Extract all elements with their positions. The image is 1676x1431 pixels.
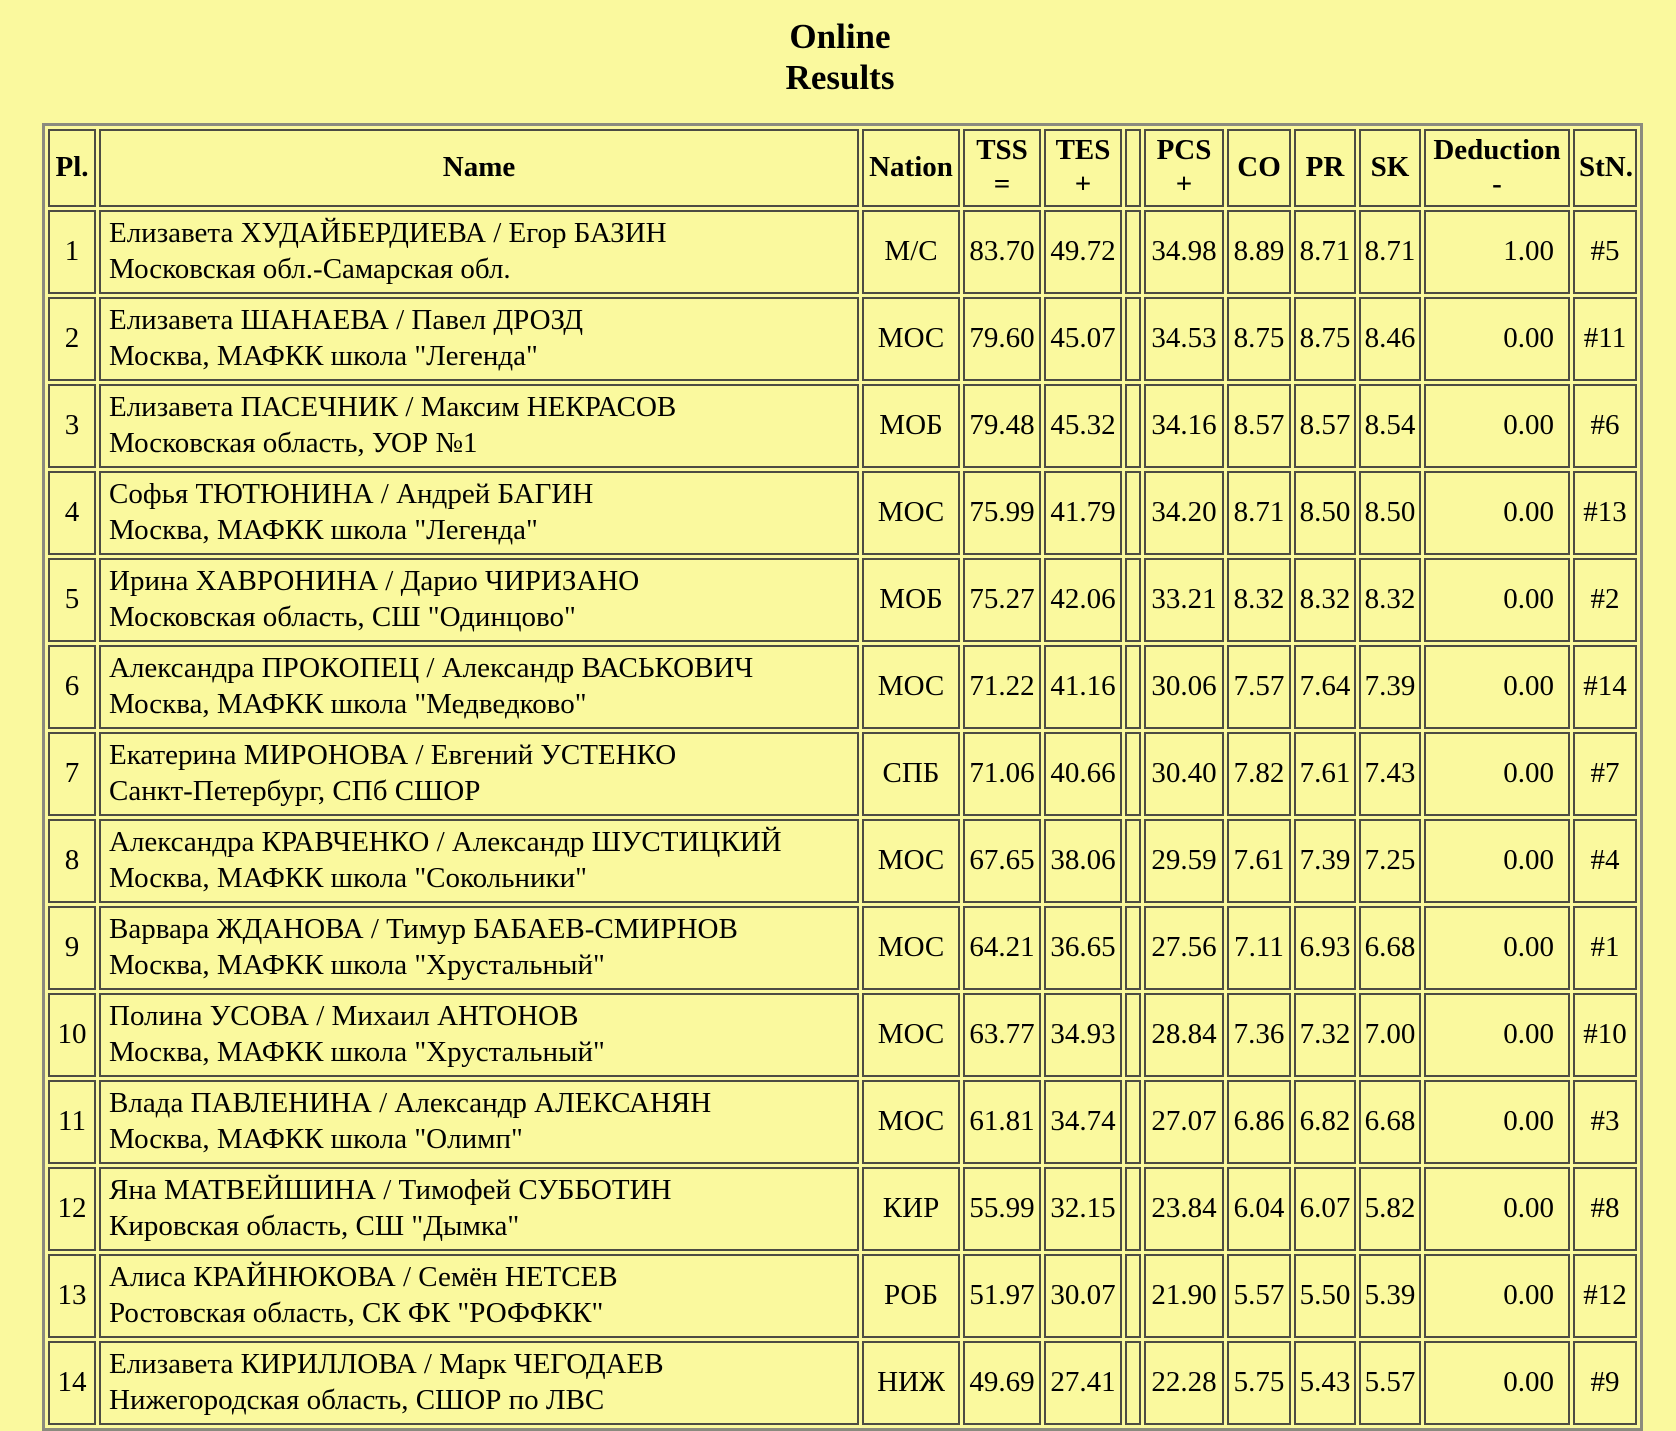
table-row bbox=[48, 1080, 1637, 1164]
sk-cell: 5.82 bbox=[1359, 1167, 1421, 1251]
club-region: Москва, МАФКК школа "Легенда" bbox=[109, 513, 538, 546]
club-region: Санкт-Петербург, СПб СШОР bbox=[109, 774, 481, 807]
pcs-cell: 29.59 bbox=[1144, 819, 1224, 903]
sk-cell: 8.50 bbox=[1359, 471, 1421, 555]
spacer-cell bbox=[1125, 471, 1141, 555]
tes-cell: 45.32 bbox=[1044, 384, 1122, 468]
tes-cell: 34.93 bbox=[1044, 993, 1122, 1077]
page-title-line-2: Results bbox=[785, 58, 895, 98]
pr-cell: 6.82 bbox=[1294, 1080, 1356, 1164]
nation-cell: НИЖ bbox=[862, 1341, 960, 1425]
pcs-cell: 27.07 bbox=[1144, 1080, 1224, 1164]
place-cell: 6 bbox=[48, 645, 96, 729]
club-region: Кировская область, СШ "Дымка" bbox=[109, 1209, 520, 1242]
sk-cell: 7.00 bbox=[1359, 993, 1421, 1077]
tss-cell: 79.48 bbox=[963, 384, 1041, 468]
co-cell: 7.36 bbox=[1227, 993, 1291, 1077]
column-header-tss-sign: = bbox=[993, 167, 1011, 200]
tes-cell: 30.07 bbox=[1044, 1254, 1122, 1338]
deduction-cell: 0.00 bbox=[1424, 297, 1570, 381]
spacer-cell bbox=[1125, 1341, 1141, 1425]
nation-cell: МОБ bbox=[862, 558, 960, 642]
nation-cell: МОС bbox=[862, 297, 960, 381]
place-cell: 10 bbox=[48, 993, 96, 1077]
stn-cell: #10 bbox=[1573, 993, 1637, 1077]
place-cell: 3 bbox=[48, 384, 96, 468]
column-header-tss-label: TSS bbox=[976, 134, 1028, 167]
name-cell bbox=[99, 558, 859, 642]
column-header-name: Name bbox=[99, 129, 859, 207]
sk-cell: 8.71 bbox=[1359, 210, 1421, 294]
results-table bbox=[42, 123, 1643, 1431]
tes-cell: 41.16 bbox=[1044, 645, 1122, 729]
tss-cell: 75.99 bbox=[963, 471, 1041, 555]
skater-names: Александра ПРОКОПЕЦ / Александр ВАСЬКОВИЧ bbox=[109, 652, 754, 685]
tss-cell: 51.97 bbox=[963, 1254, 1041, 1338]
pr-cell: 6.93 bbox=[1294, 906, 1356, 990]
deduction-cell: 0.00 bbox=[1424, 558, 1570, 642]
skater-names: Александра КРАВЧЕНКО / Александр ШУСТИЦКИЙ bbox=[109, 826, 782, 859]
tes-cell: 34.74 bbox=[1044, 1080, 1122, 1164]
column-header-deduction-sign: - bbox=[1492, 167, 1502, 200]
place-cell: 5 bbox=[48, 558, 96, 642]
spacer-cell bbox=[1125, 906, 1141, 990]
nation-cell: МОС bbox=[862, 993, 960, 1077]
name-cell bbox=[99, 1167, 859, 1251]
skater-names: Елизавета ХУДАЙБЕРДИЕВА / Егор БАЗИН bbox=[109, 217, 667, 250]
column-header-stn: StN. bbox=[1573, 129, 1637, 207]
name-cell bbox=[99, 993, 859, 1077]
deduction-cell: 0.00 bbox=[1424, 1254, 1570, 1338]
nation-cell: МОС bbox=[862, 1080, 960, 1164]
column-header-spacer bbox=[1125, 129, 1141, 207]
deduction-cell: 0.00 bbox=[1424, 1167, 1570, 1251]
table-row bbox=[48, 471, 1637, 555]
name-cell bbox=[99, 471, 859, 555]
pr-cell: 7.39 bbox=[1294, 819, 1356, 903]
name-cell bbox=[99, 819, 859, 903]
stn-cell: #11 bbox=[1573, 297, 1637, 381]
stn-cell: #13 bbox=[1573, 471, 1637, 555]
pcs-cell: 21.90 bbox=[1144, 1254, 1224, 1338]
pr-cell: 7.61 bbox=[1294, 732, 1356, 816]
name-cell bbox=[99, 645, 859, 729]
deduction-cell: 0.00 bbox=[1424, 471, 1570, 555]
column-header-nation: Nation bbox=[862, 129, 960, 207]
pr-cell: 8.50 bbox=[1294, 471, 1356, 555]
spacer-cell bbox=[1125, 1080, 1141, 1164]
place-cell: 1 bbox=[48, 210, 96, 294]
pcs-cell: 30.40 bbox=[1144, 732, 1224, 816]
club-region: Московская область, СШ "Одинцово" bbox=[109, 600, 576, 633]
spacer-cell bbox=[1125, 558, 1141, 642]
results-page bbox=[42, 0, 1638, 1431]
tes-cell: 32.15 bbox=[1044, 1167, 1122, 1251]
column-header-deduction-label: Deduction bbox=[1433, 134, 1561, 167]
nation-cell: М/С bbox=[862, 210, 960, 294]
name-cell bbox=[99, 1254, 859, 1338]
pr-cell: 5.43 bbox=[1294, 1341, 1356, 1425]
tss-cell: 71.22 bbox=[963, 645, 1041, 729]
club-region: Москва, МАФКК школа "Легенда" bbox=[109, 339, 538, 372]
place-cell: 2 bbox=[48, 297, 96, 381]
co-cell: 6.04 bbox=[1227, 1167, 1291, 1251]
tss-cell: 61.81 bbox=[963, 1080, 1041, 1164]
skater-names: Ирина ХАВРОНИНА / Дарио ЧИРИЗАНО bbox=[109, 565, 640, 598]
club-region: Москва, МАФКК школа "Сокольники" bbox=[109, 861, 587, 894]
nation-cell: МОС bbox=[862, 471, 960, 555]
table-row bbox=[48, 732, 1637, 816]
sk-cell: 7.25 bbox=[1359, 819, 1421, 903]
pr-cell: 8.57 bbox=[1294, 384, 1356, 468]
stn-cell: #2 bbox=[1573, 558, 1637, 642]
sk-cell: 5.39 bbox=[1359, 1254, 1421, 1338]
deduction-cell: 0.00 bbox=[1424, 819, 1570, 903]
tes-cell: 45.07 bbox=[1044, 297, 1122, 381]
stn-cell: #14 bbox=[1573, 645, 1637, 729]
deduction-cell: 0.00 bbox=[1424, 906, 1570, 990]
spacer-cell bbox=[1125, 732, 1141, 816]
co-cell: 7.11 bbox=[1227, 906, 1291, 990]
page-title-line-1: Online bbox=[789, 17, 891, 56]
table-row bbox=[48, 1254, 1637, 1338]
nation-cell: МОС bbox=[862, 819, 960, 903]
deduction-cell: 0.00 bbox=[1424, 384, 1570, 468]
pcs-cell: 33.21 bbox=[1144, 558, 1224, 642]
place-cell: 7 bbox=[48, 732, 96, 816]
sk-cell: 8.32 bbox=[1359, 558, 1421, 642]
pr-cell: 7.64 bbox=[1294, 645, 1356, 729]
column-header-sk: SK bbox=[1359, 129, 1421, 207]
pcs-cell: 34.20 bbox=[1144, 471, 1224, 555]
pcs-cell: 34.53 bbox=[1144, 297, 1224, 381]
column-header-pcs bbox=[1144, 129, 1224, 207]
tss-cell: 63.77 bbox=[963, 993, 1041, 1077]
place-cell: 14 bbox=[48, 1341, 96, 1425]
skater-names: Екатерина МИРОНОВА / Евгений УСТЕНКО bbox=[109, 739, 677, 772]
place-cell: 8 bbox=[48, 819, 96, 903]
skater-names: Алиса КРАЙНЮКОВА / Семён НЕТСЕВ bbox=[109, 1261, 618, 1294]
stn-cell: #1 bbox=[1573, 906, 1637, 990]
sk-cell: 8.46 bbox=[1359, 297, 1421, 381]
place-cell: 13 bbox=[48, 1254, 96, 1338]
place-cell: 12 bbox=[48, 1167, 96, 1251]
deduction-cell: 0.00 bbox=[1424, 1080, 1570, 1164]
tss-cell: 79.60 bbox=[963, 297, 1041, 381]
tes-cell: 49.72 bbox=[1044, 210, 1122, 294]
nation-cell: МОС bbox=[862, 906, 960, 990]
pcs-cell: 22.28 bbox=[1144, 1341, 1224, 1425]
co-cell: 7.57 bbox=[1227, 645, 1291, 729]
page-title bbox=[42, 0, 1638, 99]
co-cell: 7.61 bbox=[1227, 819, 1291, 903]
place-cell: 11 bbox=[48, 1080, 96, 1164]
stn-cell: #9 bbox=[1573, 1341, 1637, 1425]
spacer-cell bbox=[1125, 1167, 1141, 1251]
pcs-cell: 27.56 bbox=[1144, 906, 1224, 990]
spacer-cell bbox=[1125, 1254, 1141, 1338]
stn-cell: #12 bbox=[1573, 1254, 1637, 1338]
skater-names: Влада ПАВЛЕНИНА / Александр АЛЕКСАНЯН bbox=[109, 1087, 712, 1120]
stn-cell: #6 bbox=[1573, 384, 1637, 468]
spacer-cell bbox=[1125, 819, 1141, 903]
pcs-cell: 34.98 bbox=[1144, 210, 1224, 294]
name-cell bbox=[99, 1080, 859, 1164]
spacer-cell bbox=[1125, 645, 1141, 729]
table-row bbox=[48, 645, 1637, 729]
spacer-cell bbox=[1125, 384, 1141, 468]
club-region: Москва, МАФКК школа "Хрустальный" bbox=[109, 1035, 605, 1068]
skater-names: Елизавета ШАНАЕВА / Павел ДРОЗД bbox=[109, 304, 584, 337]
table-row bbox=[48, 819, 1637, 903]
sk-cell: 6.68 bbox=[1359, 1080, 1421, 1164]
pr-cell: 6.07 bbox=[1294, 1167, 1356, 1251]
tss-cell: 75.27 bbox=[963, 558, 1041, 642]
pr-cell: 8.71 bbox=[1294, 210, 1356, 294]
column-header-co: CO bbox=[1227, 129, 1291, 207]
nation-cell: СПБ bbox=[862, 732, 960, 816]
tss-cell: 67.65 bbox=[963, 819, 1041, 903]
tss-cell: 83.70 bbox=[963, 210, 1041, 294]
pr-cell: 5.50 bbox=[1294, 1254, 1356, 1338]
tss-cell: 64.21 bbox=[963, 906, 1041, 990]
club-region: Московская область, УОР №1 bbox=[109, 426, 478, 459]
sk-cell: 7.39 bbox=[1359, 645, 1421, 729]
tes-cell: 36.65 bbox=[1044, 906, 1122, 990]
stn-cell: #4 bbox=[1573, 819, 1637, 903]
tss-cell: 71.06 bbox=[963, 732, 1041, 816]
skater-names: Елизавета КИРИЛЛОВА / Марк ЧЕГОДАЕВ bbox=[109, 1348, 664, 1381]
nation-cell: МОБ bbox=[862, 384, 960, 468]
tes-cell: 42.06 bbox=[1044, 558, 1122, 642]
pr-cell: 7.32 bbox=[1294, 993, 1356, 1077]
name-cell bbox=[99, 297, 859, 381]
name-cell bbox=[99, 732, 859, 816]
club-region: Москва, МАФКК школа "Хрустальный" bbox=[109, 948, 605, 981]
club-region: Ростовская область, СК ФК "РОФФКК" bbox=[109, 1296, 604, 1329]
header-row bbox=[48, 129, 1637, 207]
co-cell: 8.32 bbox=[1227, 558, 1291, 642]
tes-cell: 40.66 bbox=[1044, 732, 1122, 816]
pr-cell: 8.32 bbox=[1294, 558, 1356, 642]
tss-cell: 49.69 bbox=[963, 1341, 1041, 1425]
table-row bbox=[48, 210, 1637, 294]
column-header-pcs-label: PCS bbox=[1156, 134, 1212, 167]
pcs-cell: 23.84 bbox=[1144, 1167, 1224, 1251]
table-row bbox=[48, 906, 1637, 990]
name-cell bbox=[99, 384, 859, 468]
column-header-tes-label: TES bbox=[1055, 134, 1111, 167]
place-cell: 9 bbox=[48, 906, 96, 990]
co-cell: 6.86 bbox=[1227, 1080, 1291, 1164]
deduction-cell: 0.00 bbox=[1424, 645, 1570, 729]
column-header-tes bbox=[1044, 129, 1122, 207]
pcs-cell: 30.06 bbox=[1144, 645, 1224, 729]
nation-cell: РОБ bbox=[862, 1254, 960, 1338]
table-row bbox=[48, 384, 1637, 468]
co-cell: 5.57 bbox=[1227, 1254, 1291, 1338]
deduction-cell: 1.00 bbox=[1424, 210, 1570, 294]
spacer-cell bbox=[1125, 297, 1141, 381]
table-row bbox=[48, 558, 1637, 642]
co-cell: 8.89 bbox=[1227, 210, 1291, 294]
club-region: Московская обл.-Самарская обл. bbox=[109, 252, 511, 285]
club-region: Нижегородская область, СШОР по ЛВС bbox=[109, 1383, 605, 1416]
deduction-cell: 0.00 bbox=[1424, 732, 1570, 816]
sk-cell: 7.43 bbox=[1359, 732, 1421, 816]
co-cell: 8.57 bbox=[1227, 384, 1291, 468]
sk-cell: 5.57 bbox=[1359, 1341, 1421, 1425]
table-row bbox=[48, 297, 1637, 381]
column-header-pcs-sign: + bbox=[1175, 167, 1193, 200]
sk-cell: 8.54 bbox=[1359, 384, 1421, 468]
sk-cell: 6.68 bbox=[1359, 906, 1421, 990]
co-cell: 7.82 bbox=[1227, 732, 1291, 816]
spacer-cell bbox=[1125, 210, 1141, 294]
skater-names: Елизавета ПАСЕЧНИК / Максим НЕКРАСОВ bbox=[109, 391, 677, 424]
stn-cell: #5 bbox=[1573, 210, 1637, 294]
stn-cell: #7 bbox=[1573, 732, 1637, 816]
column-header-place: Pl. bbox=[48, 129, 96, 207]
co-cell: 5.75 bbox=[1227, 1341, 1291, 1425]
co-cell: 8.75 bbox=[1227, 297, 1291, 381]
tss-cell: 55.99 bbox=[963, 1167, 1041, 1251]
tes-cell: 41.79 bbox=[1044, 471, 1122, 555]
club-region: Москва, МАФКК школа "Олимп" bbox=[109, 1122, 523, 1155]
stn-cell: #8 bbox=[1573, 1167, 1637, 1251]
pr-cell: 8.75 bbox=[1294, 297, 1356, 381]
table-row bbox=[48, 993, 1637, 1077]
column-header-pr: PR bbox=[1294, 129, 1356, 207]
column-header-deduction bbox=[1424, 129, 1570, 207]
results-table-body bbox=[48, 210, 1637, 1425]
table-row bbox=[48, 1167, 1637, 1251]
pcs-cell: 28.84 bbox=[1144, 993, 1224, 1077]
skater-names: Яна МАТВЕЙШИНА / Тимофей СУББОТИН bbox=[109, 1174, 672, 1207]
skater-names: Софья ТЮТЮНИНА / Андрей БАГИН bbox=[109, 478, 594, 511]
place-cell: 4 bbox=[48, 471, 96, 555]
club-region: Москва, МАФКК школа "Медведково" bbox=[109, 687, 587, 720]
deduction-cell: 0.00 bbox=[1424, 993, 1570, 1077]
nation-cell: МОС bbox=[862, 645, 960, 729]
stn-cell: #3 bbox=[1573, 1080, 1637, 1164]
co-cell: 8.71 bbox=[1227, 471, 1291, 555]
table-row bbox=[48, 1341, 1637, 1425]
name-cell bbox=[99, 906, 859, 990]
nation-cell: КИР bbox=[862, 1167, 960, 1251]
tes-cell: 27.41 bbox=[1044, 1341, 1122, 1425]
name-cell bbox=[99, 210, 859, 294]
name-cell bbox=[99, 1341, 859, 1425]
column-header-tss bbox=[963, 129, 1041, 207]
skater-names: Полина УСОВА / Михаил АНТОНОВ bbox=[109, 1000, 579, 1033]
deduction-cell: 0.00 bbox=[1424, 1341, 1570, 1425]
column-header-tes-sign: + bbox=[1074, 167, 1092, 200]
pcs-cell: 34.16 bbox=[1144, 384, 1224, 468]
skater-names: Варвара ЖДАНОВА / Тимур БАБАЕВ-СМИРНОВ bbox=[109, 913, 738, 946]
spacer-cell bbox=[1125, 993, 1141, 1077]
tes-cell: 38.06 bbox=[1044, 819, 1122, 903]
